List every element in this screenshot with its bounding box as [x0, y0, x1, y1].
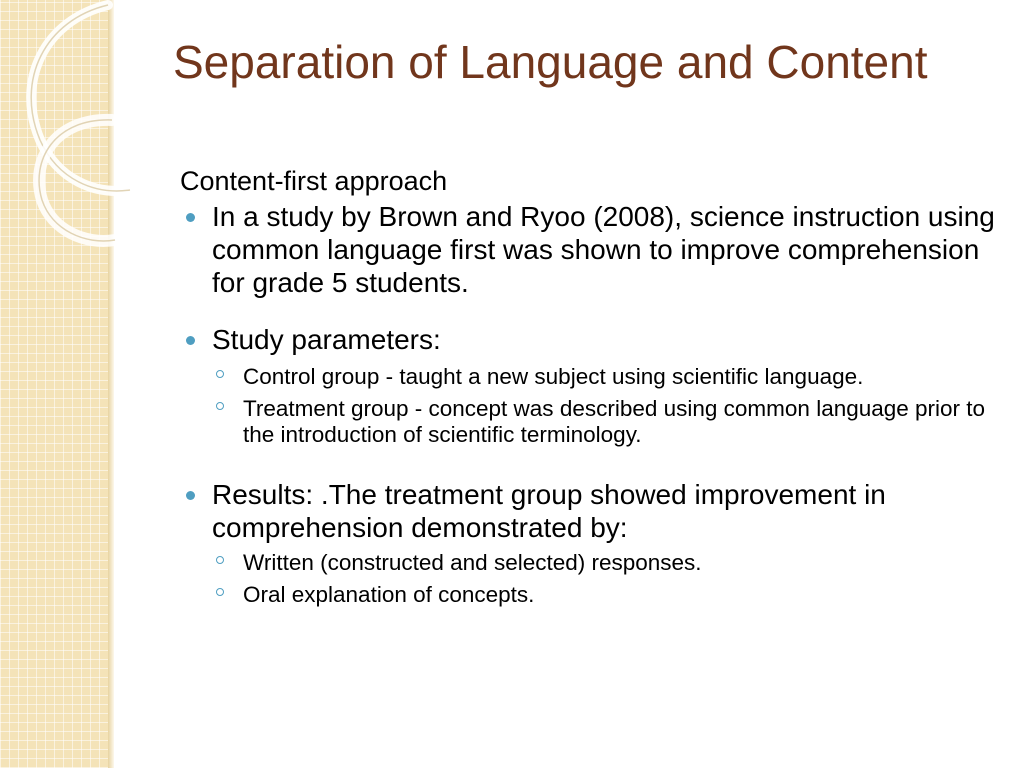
bullet-parameters-text: Study parameters:	[212, 324, 441, 355]
bullet-dot-icon	[186, 336, 195, 345]
subitem-treatment-group	[180, 396, 1000, 448]
hollow-bullet-icon	[216, 370, 224, 378]
subitem-written-responses	[180, 550, 1000, 576]
intro-text: Content-first approach	[180, 166, 448, 196]
decorative-swirl	[0, 0, 200, 280]
slide-body	[180, 164, 1000, 608]
bullet-dot-icon	[186, 213, 195, 222]
hollow-bullet-icon	[216, 402, 224, 410]
slide-title: Separation of Language and Content	[173, 36, 928, 88]
bullet-results	[180, 478, 1000, 544]
bullet-dot-icon	[186, 491, 195, 500]
subitem-oral-explanation-text: Oral explanation of concepts.	[243, 582, 535, 607]
subitem-written-responses-text: Written (constructed and selected) responses.	[243, 550, 702, 575]
subitem-oral-explanation	[180, 582, 1000, 608]
subitem-treatment-group-text: Treatment group - concept was described using common language prior to the introduction of scientific terminology.	[243, 396, 986, 447]
hollow-bullet-icon	[216, 556, 224, 564]
subitem-control-group-text: Control group - taught a new subject using scientific language.	[243, 364, 864, 389]
hollow-bullet-icon	[216, 588, 224, 596]
bullet-parameters	[180, 323, 1000, 356]
bullet-study-text: In a study by Brown and Ryoo (2008), science instruction using common language first was shown to improve comprehension for grade 5 students.	[212, 201, 995, 298]
subitem-control-group	[180, 364, 1000, 390]
bullet-study	[180, 200, 1000, 299]
bullet-results-text: Results: .The treatment group showed improvement in comprehension demonstrated by:	[212, 479, 886, 543]
